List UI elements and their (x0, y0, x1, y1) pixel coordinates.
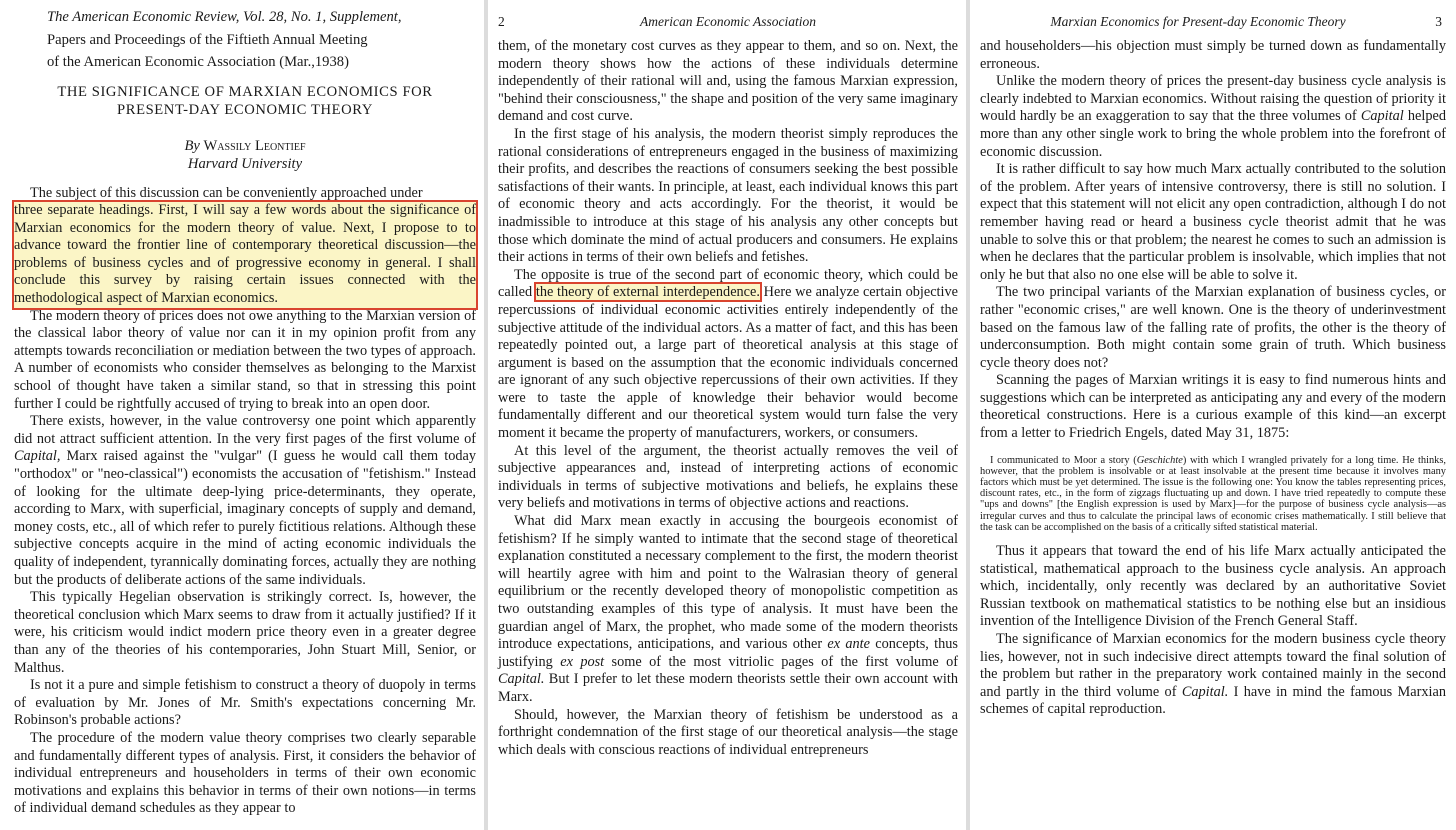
running-head-title: Marxian Economics for Present-day Economic Theory (1050, 14, 1346, 29)
journal-line-3: of the American Economic Association (Mar.,1938) (47, 54, 349, 70)
paragraph (14, 185, 476, 308)
paragraph-text: Marx raised against the "vulgar" (I guess he would call them today "orthodox" or "neo-classical") economists the accusation of "fetishism." Instead of looking for the ultimate deep-lying price-determinants, they operate, according to Marx, with superficial, imaginary concepts of supply and demand, money costs, etc., all of which refer to purely fictitious relations. Although these subjective concepts acquire in the mind of acting economic individuals the quality of independent, tyrannically dominating forces, actually they are nothing but the products of deliberate actions of the same individuals. (14, 448, 476, 588)
running-head-title: American Economic Association (640, 14, 816, 29)
italic-title: Capital (1360, 108, 1404, 125)
paragraph-text: The subject of this discussion can be conveniently approached under (30, 184, 423, 201)
paragraph-text: What did Marx mean exactly in accusing the bourgeois economist of fetishism? If he simply wanted to intimate that the second stage of theoretical explanation constituted a necessary complement to the first, the modern theorist will heartily agree with him and point to the Walrasian theory of general equilibrium or the recently developed theory of monopolistic competition as two outstanding examples of this type of analysis. It must have been the guardian angel of Marx, the prophet, who made some of the modern theorists introduce expectations, anticipations, and various other (498, 513, 958, 653)
page-1 (0, 0, 484, 830)
page-2-column (498, 14, 958, 759)
page-2 (488, 0, 966, 830)
block-quote (980, 455, 1446, 533)
journal-line-2: Papers and Proceedings of the Fiftieth Annual Meeting (47, 31, 368, 48)
paragraph: and householders—his objection must simply be turned down as fundamentally erroneous. (980, 38, 1446, 72)
paragraph-text: There exists, however, in the value controversy one point which apparently did not attract sufficient attention. In the very first pages of the first volume of (14, 413, 476, 447)
article-title-line-2: PRESENT-DAY ECONOMIC THEORY (117, 101, 373, 118)
paragraph-text: Unlike the modern theory of prices the present-day business cycle analysis is clearly indebted to Marxian economics. Without raising the question of priority it would hardly be an exaggeration to say that the three volumes of (980, 73, 1446, 125)
paragraph: Scanning the pages of Marxian writings it is easy to find numerous hints and suggestions which can be interpreted as anticipating any and every of the modern theoretical constructions. Here is a curious example of this kind—an excerpt from a letter to Friedrich Engels, dated May 31, 1875: (980, 372, 1446, 442)
paragraph (980, 73, 1446, 161)
paragraph: Thus it appears that toward the end of his life Marx actually anticipated the statistical, mathematical approach to the business cycle analysis. An approach which, incidentally, only recently was declared by an authoritative Soviet Russian textbook on mathematical statistics to be nothing else but an insidious invention of the Intelligence Division of the French General Staff. (980, 543, 1446, 630)
page-number: 2 (498, 14, 505, 29)
paragraph-text: But I prefer to let these modern theorists settle their own account with Marx. (498, 671, 958, 705)
paragraph: Should, however, the Marxian theory of fetishism be understood as a forthright condemnation of the first stage of our theoretical analysis—the stage which deals with conscious reactions of individual entrepreneurs (498, 706, 958, 758)
paragraph: In the first stage of his analysis, the modern theorist simply reproduces the rational considerations of entrepreneurs engaged in the business of maximizing their profits, and describes the reactions of consumers seeking the best possible satisfactions of their wants. In principle, at least, each individual knows this part of economic theory and acts accordingly. For the theorist, it would be inadmissible to introduce at this stage of his analysis any other concepts but those which dominate the mind of actual producers and consumers. He explains their actions in terms of their own beliefs and fetishes. (498, 125, 958, 266)
highlighted-passage: three separate headings. First, I will say a few words about the significance of Marxian economics for the modern theory of value. Next, I propose to to advance toward the frontier line of contemporary theoretical discussion—the problems of business cycles and of progressive economy in general. I shall conclude this survey by raising certain issues connected with the methodological aspect of Marxian economics. (14, 202, 476, 307)
author-by: By (184, 137, 200, 154)
article-title (14, 83, 476, 119)
paragraph: The two principal variants of the Marxian explanation of business cycles, or rather "economic crises," are well known. One is the theory of underinvestment based on the famous law of the falling rate of profits, the other is the theory of underconsumption. Both might contain some grain of truth. Which business cycle theory does not? (980, 284, 1446, 371)
paragraph (980, 631, 1446, 719)
author-byline (14, 137, 476, 155)
paragraph-text: I have in mind the famous Marxian schemes of capital reproduction. (980, 683, 1446, 718)
paragraph (14, 413, 476, 589)
highlighted-phrase: the theory of external interdependence. (535, 284, 760, 301)
italic-title: Capital. (1181, 683, 1229, 700)
author-name: Wassily Leontief (203, 137, 306, 154)
paragraph: This typically Hegelian observation is strikingly correct. Is, however, the theoretical conclusion which Marx seems to draw from it actually justified? If it were, his criticism would indict modern price theory even in a greater degree than any of the theories of his contemporaries, John Stuart Mill, Senior, or Malthus. (14, 589, 476, 676)
journal-line-1: The American Economic Review, Vol. 28, No. 1, Supplement, (47, 9, 402, 25)
italic-title: Capital. (498, 671, 545, 688)
paragraph-text: The opposite is true of the second part of economic theory, which could be called (498, 266, 958, 301)
paragraph (498, 513, 958, 707)
page-1-column (14, 6, 476, 818)
journal-citation (47, 6, 476, 74)
running-header (980, 14, 1446, 34)
italic-term: ex ante (827, 636, 871, 653)
paragraph: Is not it a pure and simple fetishism to construct a theory of duopoly in terms of evaluation by Mr. Jones of Mr. Smith's expectations concerning Mr. Robinson's probable actions? (14, 677, 476, 729)
page-number: 3 (1435, 14, 1442, 29)
paragraph: The procedure of the modern value theory comprises two clearly separable and fundamentally different types of analysis. First, it considers the behavior of individual entrepreneurs and householders in terms of their own economic motivations and explains this behavior in terms of their own notions—in terms of individual demand schedules as they appear to (14, 729, 476, 817)
paragraph-text: concepts, thus justifying (498, 636, 958, 670)
italic-term: Geschichte (1136, 454, 1183, 466)
page-3-column (980, 14, 1446, 719)
page-3 (970, 0, 1456, 830)
italic-title: Capital, (14, 448, 61, 465)
quote-text: ) with which I wrangled privately for a long time. He thinks, however, that the problem is insolvable or at least insolvable at the present time because it involves many factors which must be yet determined. The issue is the following one: You know the tables representing prices, discount rates, etc., in the form of zigzags fluctuating up and down. I have tried repeatedly to compute these "ups and downs" [the English expression is used by Marx]—for the purpose of business cycle analysis—as irregular curves and thus to calculate the principal laws of economic crises mathematically. I still believe that the task can be accomplished on the basis of a critically sifted statistical material. (980, 454, 1446, 533)
paragraph: At this level of the argument, the theorist actually removes the veil of subjective appearances and, instead of interpreting actions of economic individuals in terms of subjective motivations and beliefs, he explains these very beliefs and motivations in terms of objective actions and reactions. (498, 442, 958, 512)
paragraph (498, 267, 958, 443)
paragraph-text: The significance of Marxian economics for the modern business cycle theory lies, however, not in such indecisive direct attempts toward the final solution of the problem but rather in the preparatory work contained mainly in the second and partly in the third volume of (980, 631, 1446, 700)
quote-text: I communicated to Moor a story ( (990, 454, 1137, 466)
running-header (498, 14, 958, 34)
article-title-line-1: THE SIGNIFICANCE OF MARXIAN ECONOMICS FOR (57, 83, 433, 100)
italic-term: ex post (560, 653, 605, 670)
paragraph-text: some of the most vitriolic pages of the first volume of (604, 653, 958, 670)
paragraph: The modern theory of prices does not owe anything to the Marxian version of the classical labor theory of value nor can it in my opinion profit from any attempts towards reconciliation or mediation between the two types of approach. A number of economists who consider themselves as belonging to the Marxist school of thought have taken a similar stand, so that in stressing this point further I could be rightfully accused of trying to break into an open door. (14, 307, 476, 412)
paragraph: them, of the monetary cost curves as they appear to them, and so on. Next, the modern theory shows how the actions of these individuals determine independently of their rational will and, using the famous Marxian expression, "behind their consciousness," the shape and position of the very same imaginary demand and cost curve. (498, 38, 958, 125)
paragraph-text: helped more than any other single work to bring the whole problem into the forefront of economic discussion. (980, 108, 1446, 160)
paragraph-text: Here we analyze certain objective repercussions of individual economic activities entirely independently of the subjective attitude of the individual actors. As a matter of fact, and this has been repeatedly pointed out, a large part of theoretical analysis at this stage of argument is based on the assumption that the economic individuals concerned are ignorant of any such objective repercussions of their own activities. If they were to taste the apple of knowledge their behavior would become fundamentally different and our theoretical system would turn false the very moment it became the property of manufacturers, workers, or consumers. (498, 284, 958, 442)
author-affiliation: Harvard University (187, 155, 303, 172)
paragraph: It is rather difficult to say how much Marx actually contributed to the solution of the problem. After years of intensive controversy, there is still no solution. I expect that this statement will not elicit any open contradiction, although I do not remember having read or heard a business cycle theorist admit that he was unable to solve this or that problem; the nearest he comes to such an admission is when he declares that the particular problem is insolvable, which implies that not only he but that also no one else will be able to solve it. (980, 161, 1446, 283)
